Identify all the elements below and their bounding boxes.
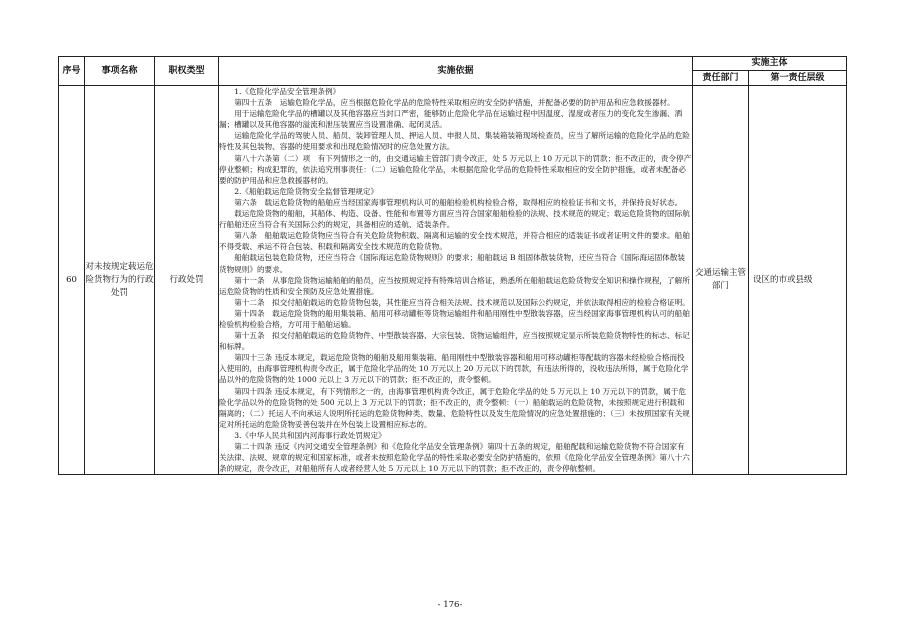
basis-paragraph: 第四十五条 运输危险化学品，应当根据危险化学品的危险特性采取相应的安全防护措施，并配备必要的防护用品和应急救援器材。 <box>234 98 675 108</box>
basis-paragraph: 第十四条 载运危险货物的船用集装箱、船用可移动罐柜等货物运输组件和船用刚性中型散装容器，应当经国家海事管理机构认可的船舶检验机构检验合格，方可用于船舶运输。 <box>219 308 690 329</box>
power-type-cell: 行政处罚 <box>155 86 219 475</box>
basis-paragraph: 第四十四条 违反本规定，有下列情形之一的，由海事管理机构责令改正，属于危险化学品的处 5 万元以上 10 万元以下的罚款，属于危险化学品以外的危险货物的处 500 元以上 3 万元以下的罚款；拒不改正的，责令整顿：（一）船舶载运的危险货物，未按照规定进行积载和隔离的；（二）托运人不向承运人说明所托运的危险货物种类、数量、危险特性以及发生危险情况的应急处置措施的；（三）未按照国家有关规定对所托运的危险货物妥善包装并在外包装上设置相应标志的。 <box>219 386 690 429</box>
basis-paragraph: 第十五条 拟交付船舶载运的危险货物件、中型散装容器、大宗包装、货物运输组件，应当按照规定显示所装危险货物特性的标志、标记和标牌。 <box>219 331 690 352</box>
basis-paragraph: 第八十六条第（二）项 有下列情形之一的，由交通运输主管部门责令改正，处 5 万元以上 10 万元以下的罚款；拒不改正的，责令停产停业整顿；构成犯罪的，依法追究刑事责任：（二）运输危险化学品，未根据危险化学品的危险特性采取相应的安全防护措施，或者未配备必要的防护用品和应急救援器材的。 <box>219 153 692 185</box>
item-name-cell: 对未按规定载运危险货物行为的行政处罚 <box>85 86 155 475</box>
page-number: - 176- <box>437 600 463 610</box>
seq-header: 序号 <box>59 57 85 86</box>
basis-paragraph: 第十一条 从事危险货物运输船舶的船员，应当按照规定持有特殊培训合格证，熟悉所在船舶载运危险货物安全知识和操作规程，了解所运危险货物的性质和安全预防及应急处置措施。 <box>219 275 690 296</box>
basis-cell <box>219 86 693 475</box>
level-header: 第一责任层级 <box>749 71 847 86</box>
basis-paragraph: 第四十三条 违反本规定，载运危险货物的船舶及船用集装箱、船用刚性中型散装容器和船用可移动罐柜等配载的容器未经检验合格而投入使用的，由海事管理机构责令改正，属于危险化学品的处 10 万元以上 20 万元以下的罚款，有违法所得的，没收违法所得，属于危险化学品以外的危险货物的处 1000 元以上 3 万元以下的罚款；拒不改正的，责令整顿。 <box>219 353 689 385</box>
seq-cell: 60 <box>59 86 85 475</box>
dept-header: 责任部门 <box>693 71 749 86</box>
level-cell: 设区的市或县级 <box>749 86 847 475</box>
dept-cell: 交通运输主管部门 <box>693 86 749 475</box>
basis-paragraph: 第六条 载运危险货物的船舶应当经国家海事管理机构认可的船舶检验机构检验合格，取得相应的检验证书和文书，并保持良好状态。 <box>234 197 683 207</box>
basis-paragraph: 运输危险化学品的驾驶人员、船员、装卸管理人员、押运人员、申报人员、集装箱装箱现场检查员，应当了解所运输的危险化学品的危险特性及其包装物、容器的使用要求和出现危险情况时的应急处置方法。 <box>219 131 690 152</box>
basis-paragraph: 第十二条 拟交付船舶载运的危险货物包装，其性能应当符合相关法规、技术规范以及国际公约规定，并依法取得相应的检验合格证明。 <box>234 297 690 307</box>
basis-header: 实施依据 <box>219 57 693 86</box>
basis-paragraph: 第二十四条 违反《内河交通安全管理条例》和《危险化学品安全管理条例》第四十五条的规定，船舶配载和运输危险货物不符合国家有关法律、法规、规章的规定和国家标准，或者未按照危险化学品的特性采取必要安全防护措施的，依照《危险化学品安全管理条例》第八十六条的规定，责令改正，对船舶所有人或者经营人处 5 万元以上 10 万元以下的罚款；拒不改正的，责令停航整顿。 <box>219 442 690 474</box>
item-name-header: 事项名称 <box>85 57 155 86</box>
basis-paragraph: 用于运输危险化学品的槽罐以及其他容器应当封口严密，能够防止危险化学品在运输过程中因温度、湿度或者压力的变化发生渗漏、洒漏；槽罐以及其他容器的溢流和泄压装置应当设置准确、起闭灵活。 <box>219 109 683 130</box>
basis-paragraph: 1.《危险化学品安全管理条例》 <box>234 87 341 96</box>
basis-paragraph: 3.《中华人民共和国内河海事行政处罚规定》 <box>234 430 386 440</box>
power-type-header: 职权类型 <box>155 57 219 86</box>
basis-paragraph: 船舶载运包装危险货物，还应当符合《国际海运危险货物规则》的要求；船舶载运 B 组固体散装货物，还应当符合《国际海运固体散装货物规则》的要求。 <box>219 253 686 274</box>
enforcement-table <box>58 56 847 475</box>
basis-paragraph: 载运危险货物的船舶，其船体、构造、设备、性能和布置等方面应当符合国家船舶检验的法规、技术规范的规定；载运危险货物的国际航行船舶还应当符合有关国际公约的规定，具备相应的适航、适装条件。 <box>219 209 690 230</box>
subject-header: 实施主体 <box>693 57 847 71</box>
table-row <box>59 86 847 475</box>
basis-paragraph: 第八条 船舶载运危险货物应当符合有关危险货物积载、隔离和运输的安全技术规范，并符合相应的适装证书或者证明文件的要求。船舶不得受载、承运不符合包装、积载和隔离安全技术规范的危险货物。 <box>219 231 690 252</box>
basis-paragraph: 2.《船舶载运危险货物安全监督管理规定》 <box>234 186 379 196</box>
